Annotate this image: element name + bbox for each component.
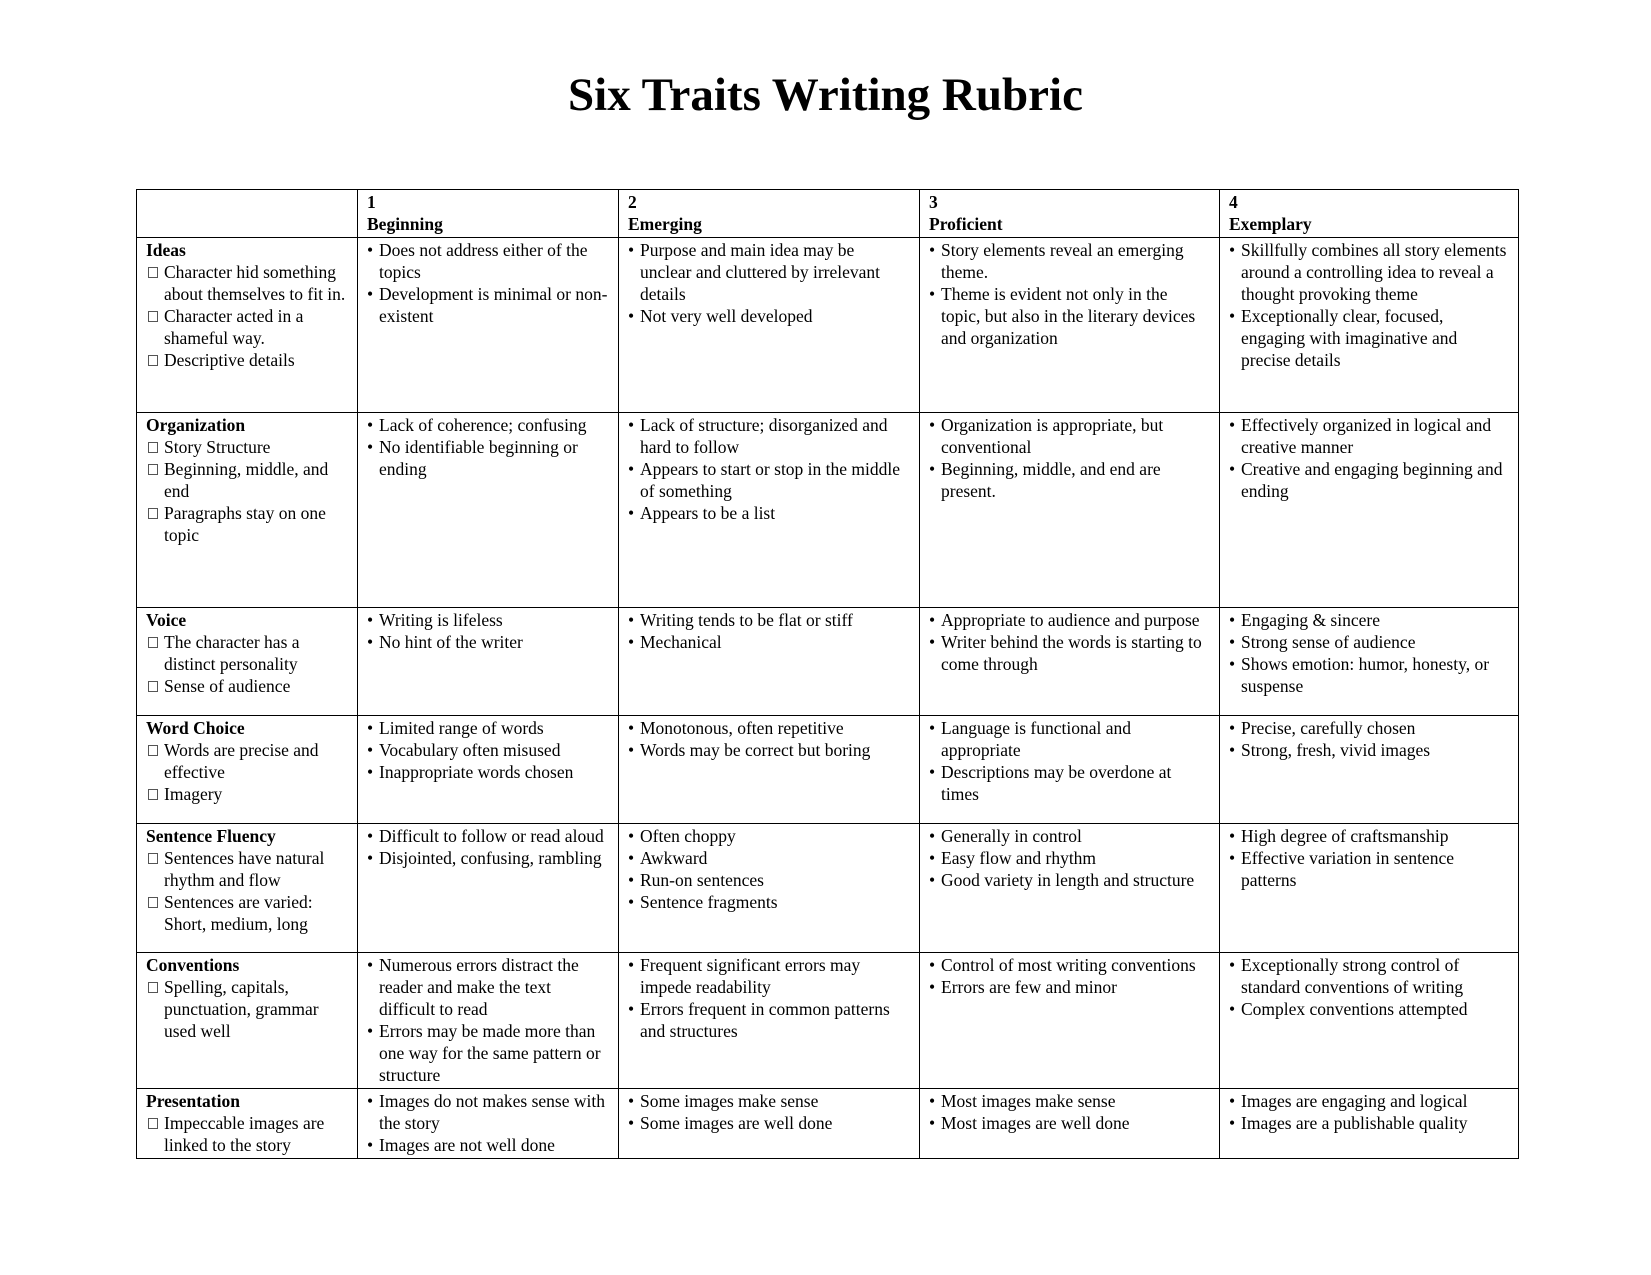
descriptor-item: • Precise, carefully chosen — [1229, 717, 1509, 739]
level-3-cell — [920, 716, 1220, 824]
descriptor-item: • Appears to be a list — [628, 502, 910, 524]
level-number: 1 — [367, 192, 376, 212]
level-1-cell — [358, 953, 619, 1089]
criteria-list — [146, 631, 348, 697]
level-number: 2 — [628, 192, 637, 212]
trait-cell — [137, 716, 358, 824]
level-4-cell — [1220, 608, 1519, 716]
descriptor-item: • Difficult to follow or read aloud — [367, 825, 609, 847]
level-3-cell — [920, 238, 1220, 413]
descriptor-item: • Story elements reveal an emerging theme. — [929, 239, 1210, 283]
descriptor-item: • Appears to start or stop in the middle of something — [628, 458, 910, 502]
level-1-cell — [358, 413, 619, 608]
level-1-cell — [358, 238, 619, 413]
level-name: Exemplary — [1229, 214, 1312, 234]
criterion-item: Character acted in a shameful way. — [146, 305, 348, 349]
descriptor-list — [367, 414, 609, 480]
criterion-item: Beginning, middle, and end — [146, 458, 348, 502]
descriptor-item: • Control of most writing conventions — [929, 954, 1210, 976]
descriptor-item: • Words may be correct but boring — [628, 739, 910, 761]
trait-row — [137, 716, 1519, 824]
descriptor-item: • Easy flow and rhythm — [929, 847, 1210, 869]
descriptor-item: • Some images make sense — [628, 1090, 910, 1112]
descriptor-item: • Generally in control — [929, 825, 1210, 847]
level-number: 4 — [1229, 192, 1238, 212]
level-3-cell — [920, 824, 1220, 953]
criterion-item: Sense of audience — [146, 675, 348, 697]
descriptor-item: • No identifiable beginning or ending — [367, 436, 609, 480]
level-2-cell — [619, 238, 920, 413]
descriptor-list — [628, 954, 910, 1042]
descriptor-item: • Images are a publishable quality — [1229, 1112, 1509, 1134]
descriptor-item: • Exceptionally clear, focused, engaging with imaginative and precise details — [1229, 305, 1509, 371]
descriptor-item: • Effective variation in sentence patterns — [1229, 847, 1509, 891]
level-1-cell — [358, 1089, 619, 1159]
trait-cell — [137, 824, 358, 953]
descriptor-item: • Writing tends to be flat or stiff — [628, 609, 910, 631]
descriptor-item: • Good variety in length and structure — [929, 869, 1210, 891]
descriptor-list — [1229, 414, 1509, 502]
descriptor-list — [1229, 717, 1509, 761]
level-2-cell — [619, 608, 920, 716]
trait-name: Word Choice — [146, 718, 245, 738]
descriptor-list — [367, 609, 609, 653]
criteria-list — [146, 847, 348, 935]
level-number: 3 — [929, 192, 938, 212]
descriptor-item: • Lack of coherence; confusing — [367, 414, 609, 436]
rubric-table — [136, 189, 1519, 1159]
descriptor-list — [929, 825, 1210, 891]
descriptor-item: • Strong, fresh, vivid images — [1229, 739, 1509, 761]
trait-name: Presentation — [146, 1091, 240, 1111]
criteria-list — [146, 261, 348, 371]
criterion-item: Sentences have natural rhythm and flow — [146, 847, 348, 891]
descriptor-list — [628, 414, 910, 524]
level-2-cell — [619, 413, 920, 608]
level-name: Emerging — [628, 214, 702, 234]
descriptor-list — [929, 1090, 1210, 1134]
descriptor-item: • Language is functional and appropriate — [929, 717, 1210, 761]
level-4-cell — [1220, 824, 1519, 953]
level-3-cell — [920, 953, 1220, 1089]
trait-row — [137, 413, 1519, 608]
descriptor-item: • Organization is appropriate, but conventional — [929, 414, 1210, 458]
trait-name: Sentence Fluency — [146, 826, 276, 846]
criterion-item: Words are precise and effective — [146, 739, 348, 783]
criterion-item: Character hid something about themselves to fit in. — [146, 261, 348, 305]
trait-name: Conventions — [146, 955, 240, 975]
descriptor-list — [1229, 825, 1509, 891]
descriptor-list — [929, 239, 1210, 349]
descriptor-item: • Skillfully combines all story elements around a controlling idea to reveal a thought provoking theme — [1229, 239, 1509, 305]
level-2-cell — [619, 1089, 920, 1159]
level-1-cell — [358, 608, 619, 716]
trait-name: Voice — [146, 610, 187, 630]
level-3-cell — [920, 608, 1220, 716]
descriptor-item: • Appropriate to audience and purpose — [929, 609, 1210, 631]
descriptor-item: • Purpose and main idea may be unclear and cluttered by irrelevant details — [628, 239, 910, 305]
descriptor-item: • Vocabulary often misused — [367, 739, 609, 761]
document-title: Six Traits Writing Rubric — [568, 69, 1083, 121]
descriptor-item: • Errors may be made more than one way for the same pattern or structure — [367, 1020, 609, 1086]
trait-row — [137, 608, 1519, 716]
descriptor-item: • Not very well developed — [628, 305, 910, 327]
trait-row — [137, 238, 1519, 413]
criterion-item: Impeccable images are linked to the story — [146, 1112, 348, 1156]
criterion-item: Descriptive details — [146, 349, 348, 371]
descriptor-list — [628, 239, 910, 327]
trait-cell — [137, 413, 358, 608]
descriptor-list — [929, 609, 1210, 675]
criterion-item: Spelling, capitals, punctuation, grammar used well — [146, 976, 348, 1042]
criteria-list — [146, 976, 348, 1042]
descriptor-item: • Most images make sense — [929, 1090, 1210, 1112]
descriptor-item: • Often choppy — [628, 825, 910, 847]
trait-row — [137, 1089, 1519, 1159]
descriptor-item: • Complex conventions attempted — [1229, 998, 1509, 1020]
descriptor-item: • Numerous errors distract the reader and make the text difficult to read — [367, 954, 609, 1020]
descriptor-list — [929, 717, 1210, 805]
header-corner-cell — [137, 190, 358, 238]
descriptor-list — [1229, 609, 1509, 697]
level-1-cell — [358, 824, 619, 953]
descriptor-list — [367, 717, 609, 783]
header-level-2 — [619, 190, 920, 238]
descriptor-list — [1229, 954, 1509, 1020]
descriptor-list — [929, 954, 1210, 998]
criteria-list — [146, 1112, 348, 1156]
criterion-item: Sentences are varied: Short, medium, long — [146, 891, 348, 935]
trait-cell — [137, 608, 358, 716]
descriptor-item: • Shows emotion: humor, honesty, or suspense — [1229, 653, 1509, 697]
level-4-cell — [1220, 953, 1519, 1089]
level-name: Proficient — [929, 214, 1003, 234]
criterion-item: Story Structure — [146, 436, 348, 458]
descriptor-item: • Most images are well done — [929, 1112, 1210, 1134]
level-2-cell — [619, 824, 920, 953]
descriptor-list — [628, 609, 910, 653]
descriptor-item: • Exceptionally strong control of standard conventions of writing — [1229, 954, 1509, 998]
rubric-body — [137, 238, 1519, 1159]
descriptor-item: • Mechanical — [628, 631, 910, 653]
descriptor-item: • Errors frequent in common patterns and structures — [628, 998, 910, 1042]
trait-cell — [137, 238, 358, 413]
descriptor-item: • Writer behind the words is starting to come through — [929, 631, 1210, 675]
criterion-item: The character has a distinct personality — [146, 631, 348, 675]
descriptor-item: • Creative and engaging beginning and ending — [1229, 458, 1509, 502]
descriptor-item: • Images are not well done — [367, 1134, 609, 1156]
descriptor-item: • Run-on sentences — [628, 869, 910, 891]
descriptor-item: • Writing is lifeless — [367, 609, 609, 631]
level-1-cell — [358, 716, 619, 824]
descriptor-list — [1229, 239, 1509, 371]
criteria-list — [146, 739, 348, 805]
criterion-item: Imagery — [146, 783, 348, 805]
level-name: Beginning — [367, 214, 443, 234]
criterion-item: Paragraphs stay on one topic — [146, 502, 348, 546]
level-3-cell — [920, 413, 1220, 608]
level-4-cell — [1220, 238, 1519, 413]
descriptor-item: • No hint of the writer — [367, 631, 609, 653]
descriptor-item: • Inappropriate words chosen — [367, 761, 609, 783]
descriptor-item: • Limited range of words — [367, 717, 609, 739]
header-level-1 — [358, 190, 619, 238]
descriptor-list — [367, 954, 609, 1086]
descriptor-list — [628, 825, 910, 913]
level-2-cell — [619, 716, 920, 824]
descriptor-item: • Strong sense of audience — [1229, 631, 1509, 653]
level-4-cell — [1220, 1089, 1519, 1159]
descriptor-list — [1229, 1090, 1509, 1134]
descriptor-list — [628, 1090, 910, 1134]
descriptor-item: • Sentence fragments — [628, 891, 910, 913]
descriptor-item: • Errors are few and minor — [929, 976, 1210, 998]
header-level-3 — [920, 190, 1220, 238]
descriptor-item: • Monotonous, often repetitive — [628, 717, 910, 739]
trait-name: Ideas — [146, 240, 186, 260]
descriptor-item: • Beginning, middle, and end are present. — [929, 458, 1210, 502]
trait-row — [137, 824, 1519, 953]
trait-row — [137, 953, 1519, 1089]
descriptor-list — [367, 1090, 609, 1156]
descriptor-list — [367, 825, 609, 869]
descriptor-item: • Engaging & sincere — [1229, 609, 1509, 631]
header-row — [137, 190, 1519, 238]
trait-cell — [137, 1089, 358, 1159]
descriptor-item: • Descriptions may be overdone at times — [929, 761, 1210, 805]
descriptor-item: • Effectively organized in logical and creative manner — [1229, 414, 1509, 458]
descriptor-list — [929, 414, 1210, 502]
trait-cell — [137, 953, 358, 1089]
descriptor-item: • Disjointed, confusing, rambling — [367, 847, 609, 869]
criteria-list — [146, 436, 348, 546]
descriptor-item: • High degree of craftsmanship — [1229, 825, 1509, 847]
level-4-cell — [1220, 716, 1519, 824]
header-level-4 — [1220, 190, 1519, 238]
trait-name: Organization — [146, 415, 246, 435]
level-4-cell — [1220, 413, 1519, 608]
descriptor-item: • Awkward — [628, 847, 910, 869]
descriptor-list — [367, 239, 609, 327]
descriptor-item: • Development is minimal or non-existent — [367, 283, 609, 327]
descriptor-item: • Frequent significant errors may impede readability — [628, 954, 910, 998]
descriptor-item: • Some images are well done — [628, 1112, 910, 1134]
descriptor-item: • Images do not makes sense with the story — [367, 1090, 609, 1134]
descriptor-item: • Images are engaging and logical — [1229, 1090, 1509, 1112]
descriptor-list — [628, 717, 910, 761]
descriptor-item: • Does not address either of the topics — [367, 239, 609, 283]
level-3-cell — [920, 1089, 1220, 1159]
descriptor-item: • Theme is evident not only in the topic, but also in the literary devices and organization — [929, 283, 1210, 349]
descriptor-item: • Lack of structure; disorganized and hard to follow — [628, 414, 910, 458]
level-2-cell — [619, 953, 920, 1089]
